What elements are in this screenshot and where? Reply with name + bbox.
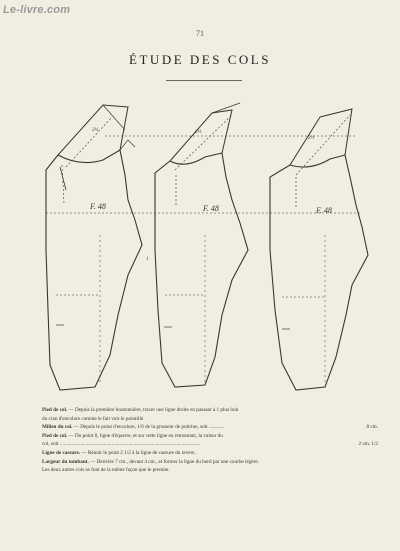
page-title: ÉTUDE DES COLS (129, 52, 271, 67)
figure-1-pattern (46, 105, 142, 390)
figure-1-mark: 2¼ (92, 128, 99, 133)
collar-diagram (0, 95, 400, 400)
figure-2-pattern (155, 103, 248, 387)
figure-1-label: F. 48 (90, 202, 106, 211)
instructions-text (42, 406, 378, 475)
instruction-line: col, soit ............................................................................................................ 2 cm. 1/2 (42, 441, 378, 448)
figure-3-mark: 2½ (308, 136, 315, 141)
figure-3-label: F. 48 (316, 206, 332, 215)
figure-3-pattern (270, 109, 368, 390)
instruction-line: Pied de col. — Depuis la première boutonnière, tracer une ligne droite en passant à 1 plus loin (42, 407, 239, 413)
instruction-line: Les deux autres cols se font de la même façon que le premier. (42, 467, 170, 474)
instruction-line: Largeur du tombant. — Derrière 7 cm., devant 4 cm., et former la ligne du bord par une courbe légère. (42, 458, 260, 465)
instruction-line: Pied de col. — Du point 8, ligne d'équerre, et sur cette ligne en remontant, la valeur du (42, 432, 223, 439)
figure-2-mark: 2½ (195, 130, 202, 135)
title-rule (166, 80, 242, 81)
side-mark: 1 (146, 257, 149, 262)
instruction-line: du cran d'encolure comme le fait voir le pointillé. (42, 415, 145, 422)
page-number: 71 (196, 29, 204, 38)
instruction-line: Ligne de cassure. — Réunir le point 2 1/2 à la ligne de cassure du revers. (42, 449, 196, 456)
instruction-line: Milieu du col. — Depuis le point d'encolure, 1/6 de la grosseur de poitrine, soit ............ 8 cm. (42, 424, 378, 431)
watermark: Le-livre.com (3, 4, 71, 16)
figure-2-label: F. 48 (203, 204, 219, 213)
